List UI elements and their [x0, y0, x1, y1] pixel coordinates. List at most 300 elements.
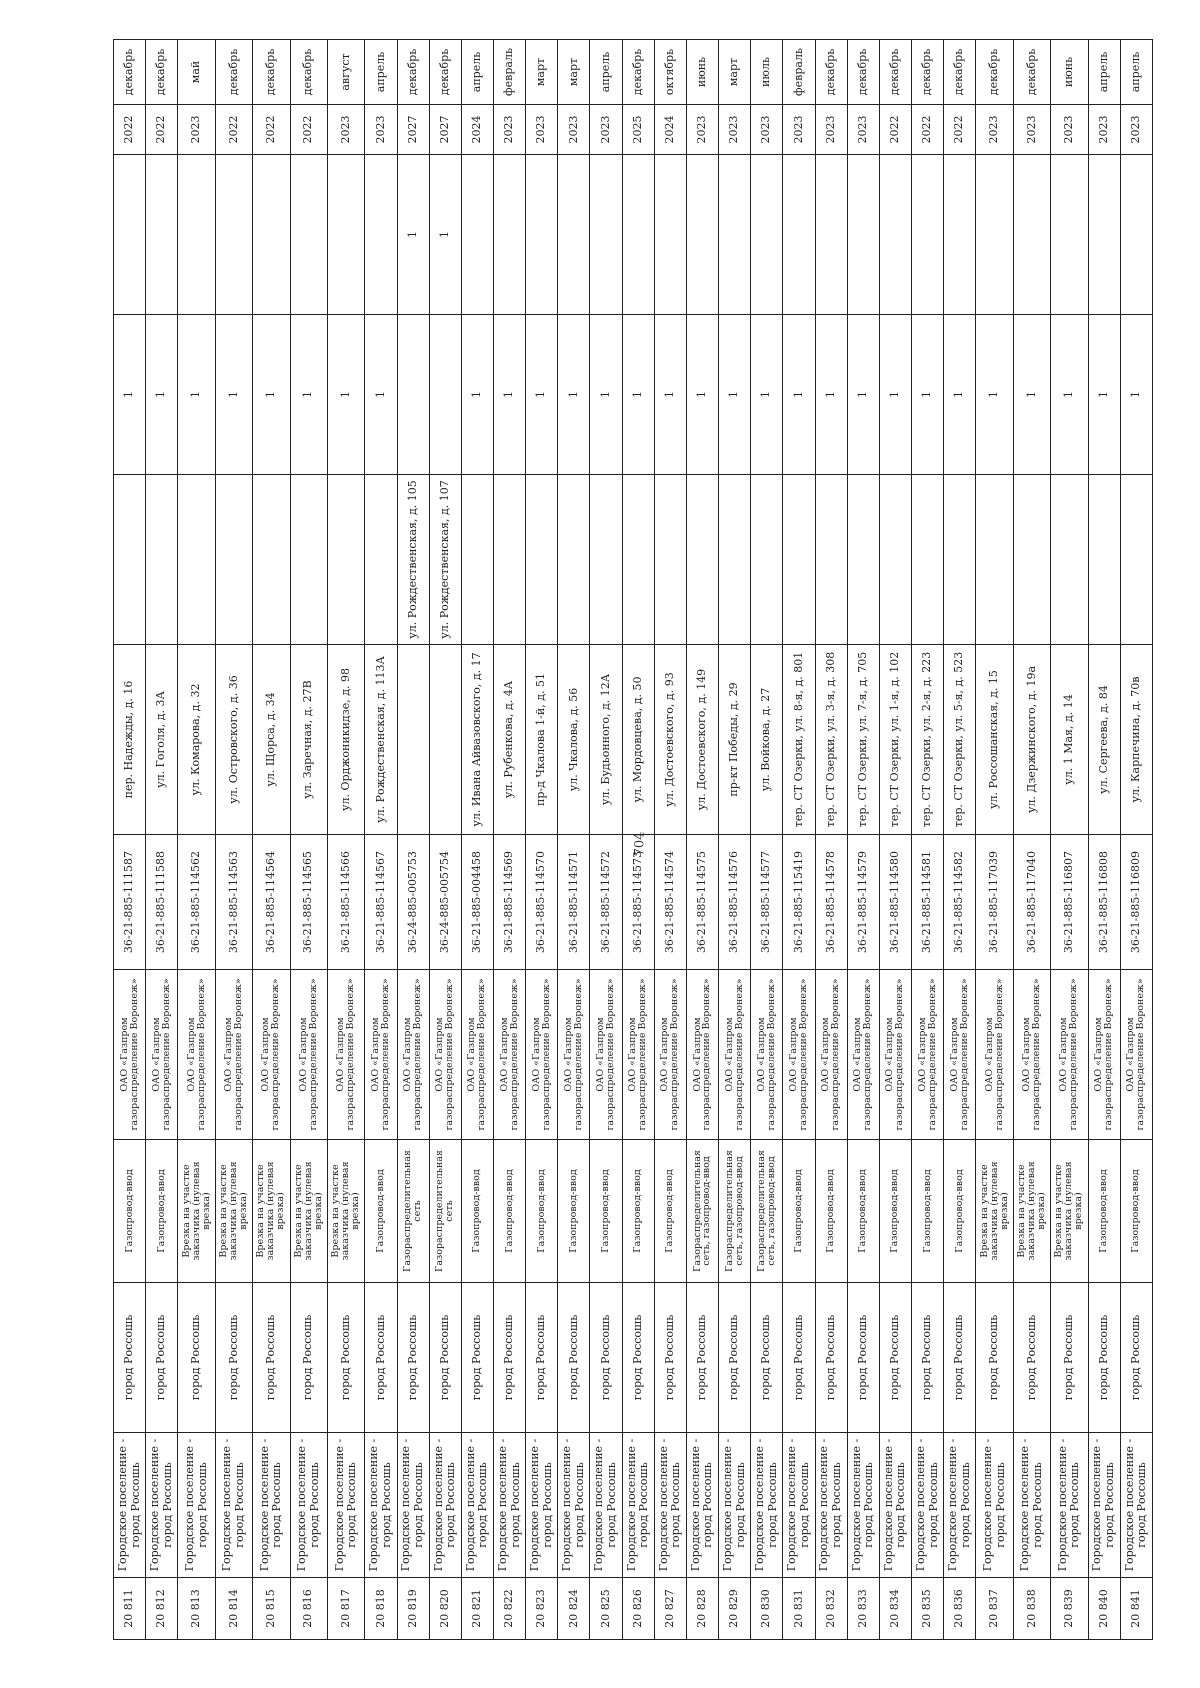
alt-address-cell: [461, 475, 493, 645]
address-cell: тер. СТ Озерки, ул. 7-я, д. 705: [847, 645, 879, 835]
count-a-cell: 1: [976, 315, 1013, 475]
registry-number-cell: 36-21-885-114574: [654, 835, 686, 970]
year-cell: 2022: [146, 105, 178, 155]
table-row: [751, 40, 783, 1640]
object-type-cell: Газопровод-ввод: [654, 1140, 686, 1283]
address-cell: ул. Будьонного, д. 12А: [590, 645, 622, 835]
year-cell: 2023: [1088, 105, 1120, 155]
table-row: [815, 40, 847, 1640]
row-number-cell: 20 830: [751, 1578, 783, 1640]
month-cell: декабрь: [976, 40, 1013, 105]
locality-cell: город Россошь: [290, 1283, 327, 1433]
count-b-cell: [590, 155, 622, 315]
address-cell: ул. Рождественская, д. 113А: [365, 645, 397, 835]
object-type-cell: Газораспределительная сеть, газопровод-ввод: [719, 1140, 751, 1283]
settlement-cell: Городское поселение - город Россошь: [622, 1433, 654, 1578]
count-a-cell: 1: [493, 315, 525, 475]
object-type-cell: Газораспределительная сеть: [429, 1140, 461, 1283]
count-a-cell: 1: [719, 315, 751, 475]
alt-address-cell: [912, 475, 944, 645]
locality-cell: город Россошь: [751, 1283, 783, 1433]
count-b-cell: [1013, 155, 1050, 315]
month-cell: декабрь: [397, 40, 429, 105]
count-b-cell: 1: [429, 155, 461, 315]
year-cell: 2023: [1013, 105, 1050, 155]
table-row: [976, 40, 1013, 1640]
count-a-cell: 1: [327, 315, 364, 475]
locality-cell: город Россошь: [815, 1283, 847, 1433]
address-cell: ул. Комарова, д. 32: [178, 645, 215, 835]
alt-address-cell: [654, 475, 686, 645]
registry-number-cell: 36-21-885-004458: [461, 835, 493, 970]
alt-address-cell: [290, 475, 327, 645]
table-row: [783, 40, 815, 1640]
count-b-cell: [365, 155, 397, 315]
count-a-cell: 1: [365, 315, 397, 475]
object-type-cell: Врезка на участке заказчика (нулевая врезка): [215, 1140, 252, 1283]
address-cell: ул. Россошанская, д. 15: [976, 645, 1013, 835]
month-cell: декабрь: [114, 40, 146, 105]
month-cell: декабрь: [253, 40, 290, 105]
alt-address-cell: [558, 475, 590, 645]
year-cell: 2024: [461, 105, 493, 155]
count-b-cell: [912, 155, 944, 315]
month-cell: август: [327, 40, 364, 105]
table-row: [590, 40, 622, 1640]
settlement-cell: Городское поселение - город Россошь: [944, 1433, 976, 1578]
settlement-cell: Городское поселение - город Россошь: [847, 1433, 879, 1578]
organization-cell: ОАО «Газпром газораспределение Воронеж»: [558, 970, 590, 1140]
settlement-cell: Городское поселение - город Россошь: [719, 1433, 751, 1578]
alt-address-cell: [879, 475, 911, 645]
row-number-cell: 20 841: [1120, 1578, 1152, 1640]
count-b-cell: [461, 155, 493, 315]
settlement-cell: Городское поселение - город Россошь: [114, 1433, 146, 1578]
registry-number-cell: 36-21-885-114572: [590, 835, 622, 970]
object-type-cell: Газопровод-ввод: [526, 1140, 558, 1283]
object-type-cell: Газораспределительная сеть: [397, 1140, 429, 1283]
table-row: [215, 40, 252, 1640]
registry-number-cell: 36-21-885-111588: [146, 835, 178, 970]
count-a-cell: 1: [912, 315, 944, 475]
organization-cell: ОАО «Газпром газораспределение Воронеж»: [783, 970, 815, 1140]
locality-cell: город Россошь: [686, 1283, 718, 1433]
row-number-cell: 20 823: [526, 1578, 558, 1640]
settlement-cell: Городское поселение - город Россошь: [1013, 1433, 1050, 1578]
settlement-cell: Городское поселение - город Россошь: [327, 1433, 364, 1578]
alt-address-cell: [215, 475, 252, 645]
settlement-cell: Городское поселение - город Россошь: [590, 1433, 622, 1578]
locality-cell: город Россошь: [847, 1283, 879, 1433]
year-cell: 2023: [1051, 105, 1088, 155]
organization-cell: ОАО «Газпром газораспределение Воронеж»: [178, 970, 215, 1140]
count-a-cell: 1: [558, 315, 590, 475]
locality-cell: город Россошь: [215, 1283, 252, 1433]
locality-cell: город Россошь: [719, 1283, 751, 1433]
object-type-cell: Газопровод-ввод: [912, 1140, 944, 1283]
registry-number-cell: 36-21-885-114569: [493, 835, 525, 970]
count-a-cell: 1: [751, 315, 783, 475]
row-number-cell: 20 833: [847, 1578, 879, 1640]
count-b-cell: [327, 155, 364, 315]
settlement-cell: Городское поселение - город Россошь: [815, 1433, 847, 1578]
registry-number-cell: 36-21-885-114580: [879, 835, 911, 970]
organization-cell: ОАО «Газпром газораспределение Воронеж»: [944, 970, 976, 1140]
locality-cell: город Россошь: [879, 1283, 911, 1433]
address-cell: ул. Гоголя, д. 3А: [146, 645, 178, 835]
settlement-cell: Городское поселение - город Россошь: [1120, 1433, 1152, 1578]
count-b-cell: [1120, 155, 1152, 315]
object-type-cell: Газопровод-ввод: [590, 1140, 622, 1283]
object-type-cell: Газопровод-ввод: [461, 1140, 493, 1283]
registry-number-cell: 36-21-885-114563: [215, 835, 252, 970]
month-cell: декабрь: [912, 40, 944, 105]
object-type-cell: Газораспределительная сеть, газопровод-ввод: [686, 1140, 718, 1283]
settlement-cell: Городское поселение - город Россошь: [526, 1433, 558, 1578]
registry-number-cell: 36-21-885-115419: [783, 835, 815, 970]
row-number-cell: 20 824: [558, 1578, 590, 1640]
object-type-cell: Врезка на участке заказчика (нулевая врезка): [327, 1140, 364, 1283]
locality-cell: город Россошь: [622, 1283, 654, 1433]
month-cell: декабрь: [879, 40, 911, 105]
alt-address-cell: [327, 475, 364, 645]
count-b-cell: [1088, 155, 1120, 315]
table-row: [1088, 40, 1120, 1640]
month-cell: июнь: [1051, 40, 1088, 105]
settlement-cell: Городское поселение - город Россошь: [1051, 1433, 1088, 1578]
registry-number-cell: 36-21-885-114566: [327, 835, 364, 970]
address-cell: ул. 1 Мая, д. 14: [1051, 645, 1088, 835]
locality-cell: город Россошь: [178, 1283, 215, 1433]
address-cell: ул. Карпечина, д. 70в: [1120, 645, 1152, 835]
address-cell: ул. Достоевского, д. 149: [686, 645, 718, 835]
row-number-cell: 20 815: [253, 1578, 290, 1640]
registry-number-cell: 36-21-885-114577: [751, 835, 783, 970]
organization-cell: ОАО «Газпром газораспределение Воронеж»: [976, 970, 1013, 1140]
alt-address-cell: ул. Рождественская, д. 105: [397, 475, 429, 645]
count-b-cell: [783, 155, 815, 315]
organization-cell: ОАО «Газпром газораспределение Воронеж»: [146, 970, 178, 1140]
row-number-cell: 20 817: [327, 1578, 364, 1640]
year-cell: 2025: [622, 105, 654, 155]
count-b-cell: [622, 155, 654, 315]
table-row: [847, 40, 879, 1640]
organization-cell: ОАО «Газпром газораспределение Воронеж»: [327, 970, 364, 1140]
year-cell: 2023: [783, 105, 815, 155]
object-type-cell: Газопровод-ввод: [558, 1140, 590, 1283]
month-cell: декабрь: [1013, 40, 1050, 105]
object-type-cell: Врезка на участке заказчика (нулевая врезка): [976, 1140, 1013, 1283]
month-cell: апрель: [1088, 40, 1120, 105]
year-cell: 2022: [879, 105, 911, 155]
object-type-cell: Газопровод-ввод: [783, 1140, 815, 1283]
row-number-cell: 20 840: [1088, 1578, 1120, 1640]
row-number-cell: 20 825: [590, 1578, 622, 1640]
count-a-cell: 1: [944, 315, 976, 475]
object-type-cell: Газопровод-ввод: [847, 1140, 879, 1283]
settlement-cell: Городское поселение - город Россошь: [686, 1433, 718, 1578]
object-type-cell: Газопровод-ввод: [815, 1140, 847, 1283]
organization-cell: ОАО «Газпром газораспределение Воронеж»: [815, 970, 847, 1140]
alt-address-cell: [114, 475, 146, 645]
organization-cell: ОАО «Газпром газораспределение Воронеж»: [751, 970, 783, 1140]
object-type-cell: Газопровод-ввод: [114, 1140, 146, 1283]
address-cell: ул. Сергеева, д. 84: [1088, 645, 1120, 835]
registry-number-cell: 36-21-885-116807: [1051, 835, 1088, 970]
row-number-cell: 20 837: [976, 1578, 1013, 1640]
alt-address-cell: [590, 475, 622, 645]
alt-address-cell: [686, 475, 718, 645]
row-number-cell: 20 827: [654, 1578, 686, 1640]
organization-cell: ОАО «Газпром газораспределение Воронеж»: [493, 970, 525, 1140]
table-row: [719, 40, 751, 1640]
address-cell: ул. Ивана Айвазовского, д. 17: [461, 645, 493, 835]
count-b-cell: [493, 155, 525, 315]
address-cell: тер. СТ Озерки, ул. 5-я, д. 523: [944, 645, 976, 835]
count-a-cell: 1: [1088, 315, 1120, 475]
settlement-cell: Городское поселение - город Россошь: [290, 1433, 327, 1578]
row-number-cell: 20 821: [461, 1578, 493, 1640]
alt-address-cell: [1088, 475, 1120, 645]
alt-address-cell: [253, 475, 290, 645]
year-cell: 2023: [365, 105, 397, 155]
locality-cell: город Россошь: [253, 1283, 290, 1433]
alt-address-cell: [751, 475, 783, 645]
count-b-cell: [215, 155, 252, 315]
locality-cell: город Россошь: [1088, 1283, 1120, 1433]
count-a-cell: 1: [686, 315, 718, 475]
address-cell: ул. Заречная, д. 27В: [290, 645, 327, 835]
month-cell: март: [719, 40, 751, 105]
row-number-cell: 20 814: [215, 1578, 252, 1640]
row-number-cell: 20 816: [290, 1578, 327, 1640]
address-cell: ул. Войкова, д. 27: [751, 645, 783, 835]
table-row: [365, 40, 397, 1640]
object-type-cell: Газопровод-ввод: [146, 1140, 178, 1283]
count-b-cell: [178, 155, 215, 315]
count-a-cell: [429, 315, 461, 475]
address-cell: ул. Щорса, д. 34: [253, 645, 290, 835]
count-a-cell: 1: [1013, 315, 1050, 475]
object-type-cell: Газопровод-ввод: [622, 1140, 654, 1283]
row-number-cell: 20 819: [397, 1578, 429, 1640]
row-number-cell: 20 831: [783, 1578, 815, 1640]
count-a-cell: 1: [215, 315, 252, 475]
object-type-cell: Газопровод-ввод: [879, 1140, 911, 1283]
count-b-cell: [815, 155, 847, 315]
organization-cell: ОАО «Газпром газораспределение Воронеж»: [686, 970, 718, 1140]
registry-number-cell: 36-21-885-114571: [558, 835, 590, 970]
year-cell: 2023: [1120, 105, 1152, 155]
row-number-cell: 20 838: [1013, 1578, 1050, 1640]
year-cell: 2024: [654, 105, 686, 155]
year-cell: 2023: [493, 105, 525, 155]
table-row: [526, 40, 558, 1640]
table-row: [493, 40, 525, 1640]
registry-number-cell: 36-21-885-114570: [526, 835, 558, 970]
object-type-cell: Газопровод-ввод: [493, 1140, 525, 1283]
alt-address-cell: [178, 475, 215, 645]
count-b-cell: [847, 155, 879, 315]
alt-address-cell: [1120, 475, 1152, 645]
rotated-table-wrapper: [113, 40, 1153, 1640]
table-row: [686, 40, 718, 1640]
organization-cell: ОАО «Газпром газораспределение Воронеж»: [654, 970, 686, 1140]
alt-address-cell: [1051, 475, 1088, 645]
registry-number-cell: 36-21-885-114562: [178, 835, 215, 970]
count-a-cell: 1: [146, 315, 178, 475]
settlement-cell: Городское поселение - город Россошь: [558, 1433, 590, 1578]
settlement-cell: Городское поселение - город Россошь: [751, 1433, 783, 1578]
year-cell: 2023: [178, 105, 215, 155]
count-a-cell: 1: [253, 315, 290, 475]
month-cell: апрель: [590, 40, 622, 105]
year-cell: 2023: [815, 105, 847, 155]
address-cell: тер. СТ Озерки, ул. 8-я, д. 801: [783, 645, 815, 835]
object-type-cell: Газораспределительная сеть, газопровод-ввод: [751, 1140, 783, 1283]
address-cell: [429, 645, 461, 835]
alt-address-cell: [146, 475, 178, 645]
year-cell: 2023: [847, 105, 879, 155]
locality-cell: город Россошь: [654, 1283, 686, 1433]
month-cell: июль: [751, 40, 783, 105]
table-row: [290, 40, 327, 1640]
count-a-cell: 1: [461, 315, 493, 475]
count-b-cell: [879, 155, 911, 315]
month-cell: февраль: [493, 40, 525, 105]
count-a-cell: 1: [590, 315, 622, 475]
month-cell: декабрь: [215, 40, 252, 105]
year-cell: 2022: [912, 105, 944, 155]
row-number-cell: 20 839: [1051, 1578, 1088, 1640]
year-cell: 2023: [976, 105, 1013, 155]
year-cell: 2023: [719, 105, 751, 155]
organization-cell: ОАО «Газпром газораспределение Воронеж»: [1051, 970, 1088, 1140]
organization-cell: ОАО «Газпром газораспределение Воронеж»: [397, 970, 429, 1140]
count-b-cell: [558, 155, 590, 315]
alt-address-cell: [976, 475, 1013, 645]
alt-address-cell: [622, 475, 654, 645]
locality-cell: город Россошь: [114, 1283, 146, 1433]
address-cell: ул. Мордовцева, д. 50: [622, 645, 654, 835]
year-cell: 2027: [397, 105, 429, 155]
settlement-cell: Городское поселение - город Россошь: [976, 1433, 1013, 1578]
row-number-cell: 20 822: [493, 1578, 525, 1640]
address-cell: ул. Чкалова, д. 56: [558, 645, 590, 835]
row-number-cell: 20 826: [622, 1578, 654, 1640]
year-cell: 2022: [290, 105, 327, 155]
alt-address-cell: [365, 475, 397, 645]
page-number: 704: [632, 831, 648, 857]
organization-cell: ОАО «Газпром газораспределение Воронеж»: [114, 970, 146, 1140]
count-a-cell: 1: [178, 315, 215, 475]
registry-number-cell: 36-21-885-116809: [1120, 835, 1152, 970]
count-b-cell: [686, 155, 718, 315]
count-b-cell: [526, 155, 558, 315]
registry-number-cell: 36-21-885-114567: [365, 835, 397, 970]
registry-number-cell: 36-21-885-114582: [944, 835, 976, 970]
address-cell: тер. СТ Озерки, ул. 2-я, д. 223: [912, 645, 944, 835]
settlement-cell: Городское поселение - город Россошь: [365, 1433, 397, 1578]
settlement-cell: Городское поселение - город Россошь: [178, 1433, 215, 1578]
month-cell: апрель: [1120, 40, 1152, 105]
month-cell: октябрь: [654, 40, 686, 105]
registry-number-cell: 36-21-885-116808: [1088, 835, 1120, 970]
count-a-cell: 1: [526, 315, 558, 475]
table-row: [1120, 40, 1152, 1640]
registry-number-cell: 36-21-885-117040: [1013, 835, 1050, 970]
locality-cell: город Россошь: [429, 1283, 461, 1433]
table-row: [146, 40, 178, 1640]
settlement-cell: Городское поселение - город Россошь: [253, 1433, 290, 1578]
object-type-cell: Врезка на участке заказчика (нулевая врезка): [253, 1140, 290, 1283]
table-row: [1051, 40, 1088, 1640]
object-type-cell: Газопровод-ввод: [1088, 1140, 1120, 1283]
month-cell: декабрь: [429, 40, 461, 105]
year-cell: 2023: [526, 105, 558, 155]
year-cell: 2023: [751, 105, 783, 155]
organization-cell: ОАО «Газпром газораспределение Воронеж»: [590, 970, 622, 1140]
locality-cell: город Россошь: [1120, 1283, 1152, 1433]
locality-cell: город Россошь: [944, 1283, 976, 1433]
address-cell: пр-кт Победы, д. 29: [719, 645, 751, 835]
table-row: [558, 40, 590, 1640]
organization-cell: ОАО «Газпром газораспределение Воронеж»: [365, 970, 397, 1140]
object-type-cell: Газопровод-ввод: [944, 1140, 976, 1283]
year-cell: 2022: [114, 105, 146, 155]
registry-number-cell: 36-21-885-114576: [719, 835, 751, 970]
row-number-cell: 20 812: [146, 1578, 178, 1640]
object-type-cell: Врезка на участке заказчика (нулевая врезка): [178, 1140, 215, 1283]
table-body: [114, 40, 1153, 1640]
locality-cell: город Россошь: [493, 1283, 525, 1433]
table-row: [429, 40, 461, 1640]
address-cell: ул. Достоевского, д. 93: [654, 645, 686, 835]
row-number-cell: 20 836: [944, 1578, 976, 1640]
organization-cell: ОАО «Газпром газораспределение Воронеж»: [215, 970, 252, 1140]
table-row: [461, 40, 493, 1640]
settlement-cell: Городское поселение - город Россошь: [783, 1433, 815, 1578]
address-cell: ул. Орджоникидзе, д. 98: [327, 645, 364, 835]
alt-address-cell: [815, 475, 847, 645]
count-a-cell: [397, 315, 429, 475]
table-row: [879, 40, 911, 1640]
organization-cell: ОАО «Газпром газораспределение Воронеж»: [253, 970, 290, 1140]
settlement-cell: Городское поселение - город Россошь: [429, 1433, 461, 1578]
organization-cell: ОАО «Газпром газораспределение Воронеж»: [1120, 970, 1152, 1140]
locality-cell: город Россошь: [558, 1283, 590, 1433]
month-cell: февраль: [783, 40, 815, 105]
month-cell: апрель: [461, 40, 493, 105]
row-number-cell: 20 818: [365, 1578, 397, 1640]
table-row: [253, 40, 290, 1640]
locality-cell: город Россошь: [526, 1283, 558, 1433]
year-cell: 2022: [944, 105, 976, 155]
locality-cell: город Россошь: [912, 1283, 944, 1433]
address-cell: ул. Островского, д. 36: [215, 645, 252, 835]
settlement-cell: Городское поселение - город Россошь: [912, 1433, 944, 1578]
settlement-cell: Городское поселение - город Россошь: [879, 1433, 911, 1578]
count-b-cell: [751, 155, 783, 315]
table-row: [178, 40, 215, 1640]
count-b-cell: 1: [397, 155, 429, 315]
table-row: [114, 40, 146, 1640]
alt-address-cell: [944, 475, 976, 645]
alt-address-cell: [719, 475, 751, 645]
organization-cell: ОАО «Газпром газораспределение Воронеж»: [719, 970, 751, 1140]
settlement-cell: Городское поселение - город Россошь: [215, 1433, 252, 1578]
month-cell: декабрь: [146, 40, 178, 105]
